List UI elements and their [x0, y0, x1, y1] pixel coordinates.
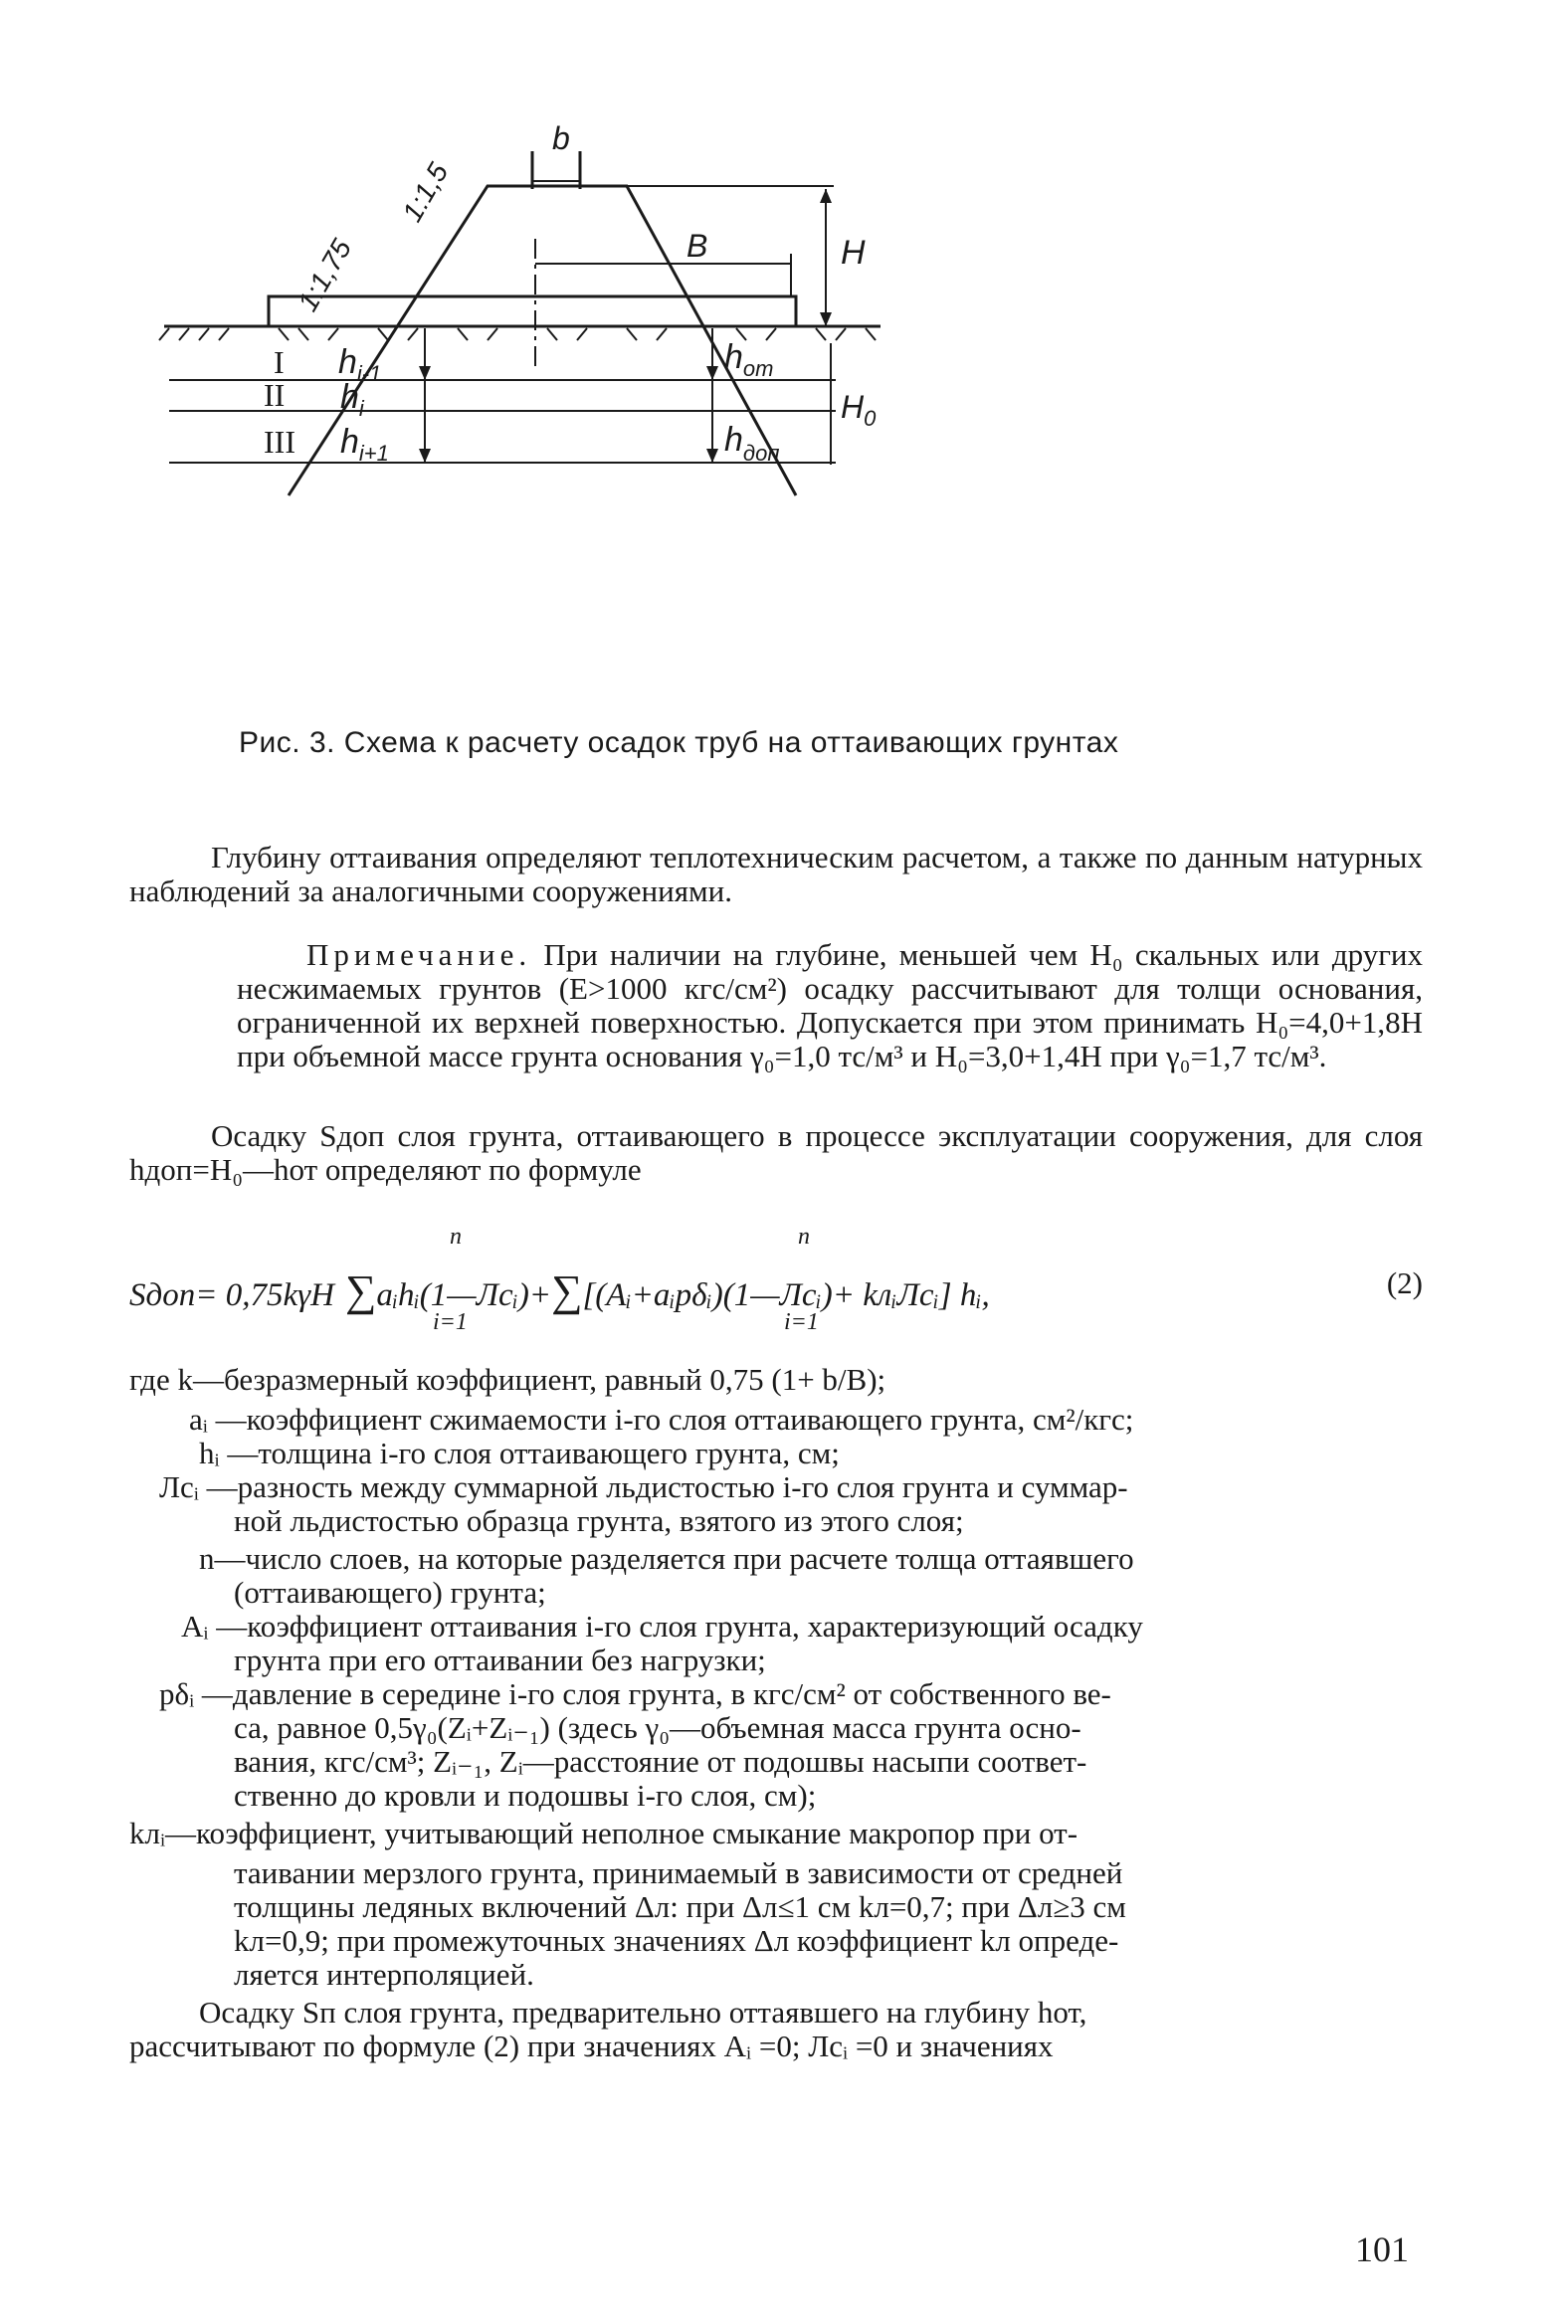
- label-h-i-plus-1: $h_{i+1}$: [340, 423, 389, 466]
- definitions-list: [129, 1363, 1423, 2063]
- label-B: B: [686, 228, 708, 264]
- def-kl-line4: kл=0,9; при промежуточных значениях Δл коэффициент kл опреде-: [234, 1923, 1119, 1958]
- def-p-line3: вания, кгс/см³; Zᵢ₋₁, Zᵢ—расстояние от подошвы насыпи соответ-: [234, 1744, 1087, 1779]
- def-n-line2: (оттаивающего) грунта;: [234, 1575, 546, 1610]
- label-h-i-minus-1: $h_{i-1}$: [338, 343, 382, 386]
- def-p-line2: са, равное 0,5γ₀(Zᵢ+Zᵢ₋₁) (здесь γ₀—объемная масса грунта осно-: [234, 1710, 1081, 1745]
- label-layer-III: III: [264, 424, 295, 460]
- pipe-rectangle: [269, 296, 796, 326]
- paragraph-text: Глубину оттаивания определяют теплотехническим расчетом, а также по данным натурных наблюдений за аналогичными сооружениями.: [129, 840, 1423, 908]
- formula-body: Sдоп= 0,75kγH ∑aᵢhᵢ(1—Лcᵢ)+∑[(Aᵢ+aᵢpδᵢ)(1—Лcᵢ)+ kлᵢЛcᵢ] hᵢ,: [129, 1266, 990, 1315]
- figure-caption: Рис. 3. Схема к расчету осадок труб на оттаивающих грунтах: [239, 726, 1119, 759]
- def-A-line1: Aᵢ —коэффициент оттаивания i-го слоя грунта, характеризующий осадку: [181, 1609, 1143, 1644]
- sum1-upper: n: [450, 1224, 462, 1250]
- def-k: где k—безразмерный коэффициент, равный 0,75 (1+ b/B);: [129, 1362, 886, 1397]
- paragraph-settlement: [129, 1119, 1423, 1187]
- def-p-line1: pδᵢ —давление в середине i-го слоя грунта, в кгс/см² от собственного ве-: [159, 1676, 1111, 1711]
- paragraph-thaw-depth: [129, 841, 1423, 908]
- def-kl-line1: kлᵢ—коэффициент, учитывающий неполное смыкание макропор при от-: [129, 1816, 1078, 1850]
- paragraph-sp-line2: рассчитывают по формуле (2) при значениях Aᵢ =0; Лcᵢ =0 и значениях: [129, 2029, 1054, 2063]
- def-n-line1: n—число слоев, на которые разделяется при расчете толща оттаявшего: [199, 1541, 1134, 1576]
- sum1-lower: i=1: [433, 1309, 468, 1335]
- def-A-line2: грунта при его оттаивании без нагрузки;: [234, 1643, 766, 1677]
- def-L-line2: ной льдистостью образца грунта, взятого из этого слоя;: [234, 1503, 964, 1538]
- page-number: 101: [1355, 2229, 1409, 2269]
- label-slope-bottom: 1:1,75: [292, 234, 358, 316]
- formula-2: [129, 1224, 1423, 1343]
- formula-number: (2): [1386, 1265, 1423, 1300]
- label-slope-top: 1:1,5: [396, 157, 455, 227]
- def-kl-line5: ляется интерполяцией.: [234, 1957, 534, 1992]
- note-block: [237, 938, 1423, 1073]
- label-b-small: b: [552, 120, 570, 156]
- label-H: H: [841, 234, 866, 272]
- note-title: Примечание.: [306, 937, 532, 972]
- label-layer-I: I: [274, 344, 285, 380]
- def-p-line4: ственно до кровли и подошвы i-го слоя, см);: [234, 1778, 817, 1813]
- label-H0: $H_0$: [841, 389, 877, 431]
- def-h: hᵢ —толщина i-го слоя оттаивающего грунта, см;: [199, 1436, 840, 1470]
- label-h-dop: $h_{доп}$: [724, 421, 780, 466]
- label-h-i: $h_i$: [340, 378, 364, 421]
- def-a: aᵢ —коэффициент сжимаемости i-го слоя оттаивающего грунта, см²/кгс;: [189, 1402, 1134, 1437]
- def-L-line1: Лcᵢ —разность между суммарной льдистостью i-го слоя грунта и суммар-: [159, 1469, 1128, 1504]
- sum2-lower: i=1: [784, 1309, 819, 1335]
- embankment-diagram: [219, 120, 1353, 706]
- note-text: При наличии на глубине, меньшей чем H₀ скальных или других несжимаемых грунтов (E>1000 кгс/см²) осадку рассчитывают для толщи основания, ограниченной их верхней поверхностью. Допускается при этом принимать H₀=4,0+1,8H при объемной массе грунта основания γ₀=1,0 тс/м³ и H₀=3,0+1,4H при γ₀=1,7 тс/м³.: [237, 937, 1423, 1073]
- label-layer-II: II: [264, 377, 286, 413]
- diagram-svg: [219, 120, 1353, 706]
- sum2-upper: n: [798, 1224, 810, 1250]
- def-kl-line2: таивании мерзлого грунта, принимаемый в зависимости от средней: [234, 1855, 1123, 1890]
- ground-hatching: [159, 328, 876, 340]
- paragraph-text: Осадку Sдоп слоя грунта, оттаивающего в процессе эксплуатации сооружения, для слоя hдоп=H₀—hот определяют по формуле: [129, 1118, 1423, 1187]
- def-kl-line3: толщины ледяных включений Δл: при Δл≤1 см kл=0,7; при Δл≥3 см: [234, 1889, 1126, 1924]
- paragraph-sp-line1: Осадку Sп слоя грунта, предварительно оттаявшего на глубину hот,: [199, 1995, 1087, 2030]
- label-h-ot: $h_{от}$: [724, 338, 774, 381]
